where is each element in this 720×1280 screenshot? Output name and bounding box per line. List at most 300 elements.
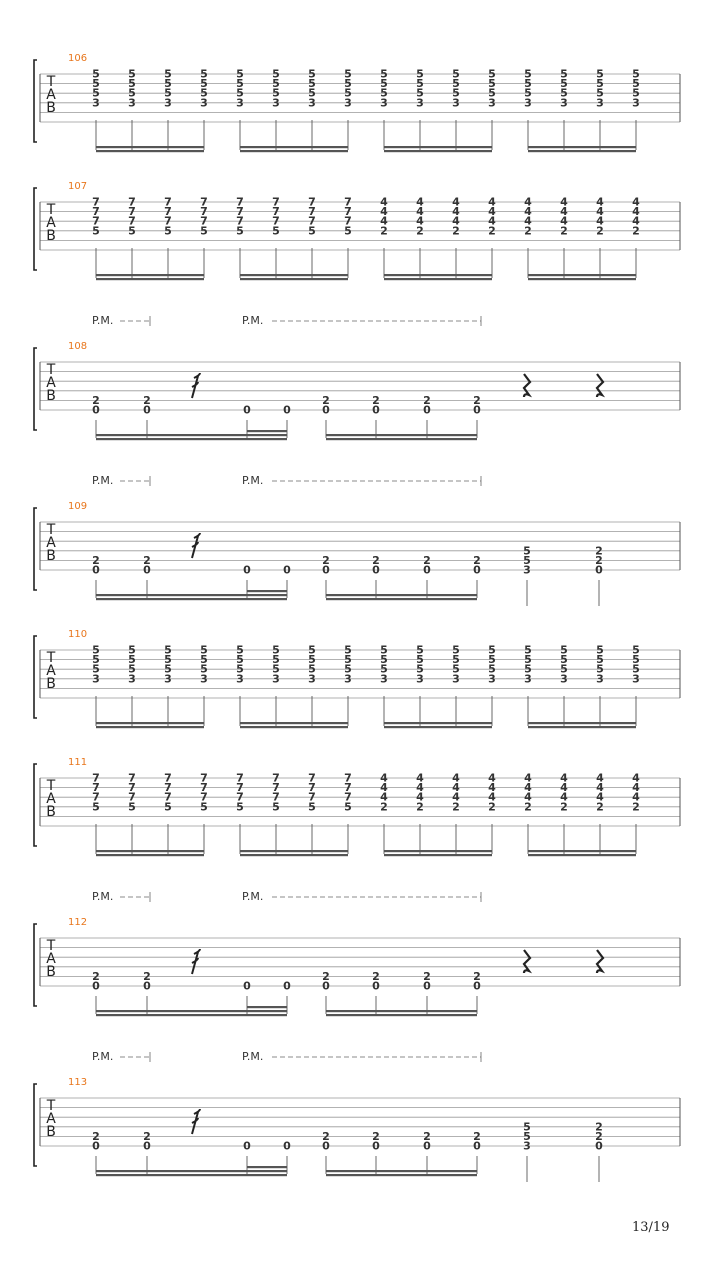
note-beam [240,850,348,852]
fret-number: 0 [243,1139,251,1153]
fret-number: 5 [560,77,568,91]
fret-number: 5 [272,224,280,238]
fret-number: 3 [92,96,100,110]
fret-number: 2 [416,800,424,814]
fret-number: 7 [236,771,244,785]
fret-number: 5 [632,662,640,676]
fret-number: 2 [322,1129,330,1143]
note-beam [96,278,204,280]
fret-number: 4 [416,781,424,795]
fret-number: 5 [236,86,244,100]
fret-number: 2 [596,800,604,814]
fret-number: 5 [128,67,136,81]
fret-number: 4 [488,195,496,209]
fret-number: 5 [488,653,496,667]
fret-number: 5 [416,86,424,100]
note-beam [528,278,636,280]
measure-number: 106 [68,53,88,64]
fret-number: 7 [200,205,208,219]
fret-number: 3 [272,96,280,110]
fret-number: 2 [488,224,496,238]
fret-number: 7 [128,771,136,785]
fret-number: 0 [283,979,291,993]
tab-clef-letter: T [46,1098,56,1114]
tab-clef-letter: B [46,804,56,820]
fret-number: 5 [380,77,388,91]
fret-number: 2 [372,393,380,407]
fret-number: 2 [488,800,496,814]
tab-clef-letter: B [46,228,56,244]
note-beam [247,1166,287,1168]
tab-clef-letter: B [46,1124,56,1140]
fret-number: 4 [452,195,460,209]
fret-number: 7 [128,790,136,804]
fret-number: 0 [595,1139,603,1153]
fret-number: 4 [560,205,568,219]
fret-number: 5 [128,77,136,91]
measure-number: 109 [68,501,88,512]
fret-number: 5 [128,653,136,667]
note-beam [96,150,204,152]
fret-number: 5 [452,86,460,100]
fret-number: 5 [488,86,496,100]
fret-number: 5 [308,224,316,238]
fret-number: 4 [524,790,532,804]
fret-number: 7 [236,214,244,228]
fret-number: 7 [272,214,280,228]
fret-number: 3 [488,96,496,110]
fret-number: 3 [380,96,388,110]
fret-number: 4 [596,771,604,785]
fret-number: 0 [322,1139,330,1153]
tab-clef-letter: B [46,388,56,404]
note-beam [96,850,204,852]
fret-number: 2 [416,224,424,238]
tab-clef-letter: B [46,964,56,980]
tab-clef-letter: T [46,938,56,954]
fret-number: 7 [200,790,208,804]
fret-number: 5 [380,86,388,100]
fret-number: 7 [92,781,100,795]
fret-number: 2 [423,1129,431,1143]
fret-number: 5 [92,800,100,814]
fret-number: 2 [423,553,431,567]
fret-number: 5 [632,643,640,657]
palm-mute-label: P.M. [242,314,264,327]
fret-number: 5 [344,86,352,100]
fret-number: 2 [524,224,532,238]
palm-mute-label: P.M. [242,474,264,487]
fret-number: 4 [524,205,532,219]
fret-number: 5 [308,67,316,81]
sixteenth-rest-symbol [192,373,200,398]
fret-number: 4 [452,205,460,219]
fret-number: 0 [473,403,481,417]
fret-number: 5 [92,643,100,657]
fret-number: 5 [560,662,568,676]
fret-number: 5 [128,224,136,238]
note-beam [528,274,636,276]
fret-number: 7 [92,195,100,209]
fret-number: 5 [236,67,244,81]
fret-number: 0 [322,563,330,577]
fret-number: 4 [596,205,604,219]
tab-clef-letter: T [46,202,56,218]
fret-number: 0 [372,979,380,993]
note-beam [528,726,636,728]
quarter-rest-symbol [597,950,603,973]
fret-number: 4 [416,214,424,228]
palm-mute-label: P.M. [92,1050,114,1063]
fret-number: 5 [488,643,496,657]
note-beam [240,150,348,152]
fret-number: 5 [380,67,388,81]
fret-number: 2 [92,1129,100,1143]
note-beam [326,438,477,440]
fret-number: 5 [200,77,208,91]
fret-number: 5 [308,662,316,676]
fret-number: 5 [92,67,100,81]
fret-number: 2 [595,1129,603,1143]
fret-number: 4 [632,214,640,228]
tab-clef-letter: B [46,676,56,692]
fret-number: 4 [416,205,424,219]
note-beam [528,150,636,152]
fret-number: 5 [416,643,424,657]
fret-number: 3 [344,672,352,686]
fret-number: 0 [423,1139,431,1153]
fret-number: 5 [416,653,424,667]
fret-number: 7 [344,790,352,804]
fret-number: 0 [372,1139,380,1153]
fret-number: 5 [524,67,532,81]
fret-number: 5 [128,662,136,676]
fret-number: 5 [632,67,640,81]
fret-number: 7 [164,195,172,209]
fret-number: 5 [308,86,316,100]
fret-number: 3 [596,672,604,686]
note-beam [96,1010,287,1012]
fret-number: 3 [200,96,208,110]
measure-number: 112 [68,917,88,928]
fret-number: 5 [632,653,640,667]
note-beam [96,146,204,148]
fret-number: 0 [283,1139,291,1153]
quarter-rest-symbol [524,374,530,397]
fret-number: 5 [344,77,352,91]
fret-number: 2 [596,224,604,238]
fret-number: 4 [560,214,568,228]
note-beam [247,430,287,432]
fret-number: 4 [488,214,496,228]
fret-number: 5 [524,662,532,676]
fret-number: 0 [143,979,151,993]
fret-number: 5 [236,800,244,814]
fret-number: 3 [380,672,388,686]
fret-number: 7 [236,195,244,209]
fret-number: 5 [200,67,208,81]
fret-number: 5 [272,800,280,814]
fret-number: 5 [560,643,568,657]
fret-number: 4 [524,781,532,795]
fret-number: 0 [243,979,251,993]
staff-bracket [34,764,37,846]
fret-number: 0 [423,403,431,417]
palm-mute-label: P.M. [242,1050,264,1063]
note-beam [96,1014,287,1016]
fret-number: 3 [416,96,424,110]
tab-clef-letter: A [46,215,56,231]
fret-number: 5 [308,77,316,91]
fret-number: 0 [143,563,151,577]
fret-number: 5 [452,77,460,91]
sixteenth-rest-symbol [192,1109,200,1134]
fret-number: 5 [272,662,280,676]
note-beam [247,1006,287,1008]
tab-clef-letter: A [46,535,56,551]
note-beam [247,590,287,592]
note-beam [96,274,204,276]
fret-number: 7 [92,205,100,219]
note-beam [384,278,492,280]
note-beam [240,722,348,724]
fret-number: 4 [560,771,568,785]
fret-number: 2 [423,393,431,407]
fret-number: 5 [92,224,100,238]
tab-clef-letter: A [46,375,56,391]
fret-number: 4 [380,790,388,804]
fret-number: 4 [596,790,604,804]
tab-clef-letter: A [46,951,56,967]
page-number: 13/19 [632,1220,670,1235]
staff-bracket [34,60,37,142]
fret-number: 5 [416,662,424,676]
fret-number: 5 [308,643,316,657]
fret-number: 3 [632,672,640,686]
fret-number: 5 [236,224,244,238]
fret-number: 0 [92,563,100,577]
fret-number: 4 [380,781,388,795]
fret-number: 4 [560,195,568,209]
fret-number: 3 [164,672,172,686]
fret-number: 0 [92,403,100,417]
fret-number: 4 [488,790,496,804]
tab-clef-letter: A [46,791,56,807]
fret-number: 0 [143,403,151,417]
note-beam [96,726,204,728]
fret-number: 7 [200,771,208,785]
note-beam [384,150,492,152]
fret-number: 7 [200,195,208,209]
fret-number: 4 [632,790,640,804]
fret-number: 7 [308,205,316,219]
note-beam [384,854,492,856]
note-beam [96,1174,287,1176]
staff-bracket [34,1084,37,1166]
note-beam [240,854,348,856]
fret-number: 7 [344,214,352,228]
fret-number: 4 [632,781,640,795]
staff-bracket [34,508,37,590]
sixteenth-rest-symbol [192,949,200,974]
fret-number: 2 [143,1129,151,1143]
fret-number: 2 [92,969,100,983]
fret-number: 4 [452,790,460,804]
quarter-rest-symbol [524,950,530,973]
fret-number: 5 [128,643,136,657]
note-beam [96,1170,287,1172]
fret-number: 7 [308,195,316,209]
fret-number: 7 [128,205,136,219]
fret-number: 7 [128,195,136,209]
fret-number: 0 [595,563,603,577]
fret-number: 5 [452,653,460,667]
fret-number: 5 [560,67,568,81]
fret-number: 2 [322,393,330,407]
fret-number: 4 [380,214,388,228]
fret-number: 2 [322,553,330,567]
fret-number: 3 [488,672,496,686]
fret-number: 5 [380,662,388,676]
fret-number: 7 [308,790,316,804]
fret-number: 3 [416,672,424,686]
fret-number: 2 [452,800,460,814]
fret-number: 3 [560,96,568,110]
fret-number: 4 [416,790,424,804]
fret-number: 4 [632,771,640,785]
fret-number: 5 [344,662,352,676]
fret-number: 2 [322,969,330,983]
note-beam [384,722,492,724]
staff-bracket [34,348,37,430]
fret-number: 4 [524,214,532,228]
note-beam [240,726,348,728]
staff-bracket [34,636,37,718]
fret-number: 5 [523,553,531,567]
fret-number: 3 [596,96,604,110]
fret-number: 2 [595,544,603,558]
fret-number: 7 [164,214,172,228]
fret-number: 5 [452,67,460,81]
fret-number: 5 [128,86,136,100]
fret-number: 0 [92,979,100,993]
fret-number: 5 [524,77,532,91]
fret-number: 5 [596,77,604,91]
fret-number: 2 [143,969,151,983]
tab-clef-letter: T [46,778,56,794]
fret-number: 7 [308,214,316,228]
fret-number: 5 [380,643,388,657]
fret-number: 4 [632,205,640,219]
palm-mute-label: P.M. [242,890,264,903]
fret-number: 4 [524,771,532,785]
note-beam [528,854,636,856]
fret-number: 4 [380,771,388,785]
fret-number: 5 [200,653,208,667]
fret-number: 5 [488,662,496,676]
fret-number: 7 [308,781,316,795]
fret-number: 0 [243,563,251,577]
note-beam [384,850,492,852]
fret-number: 0 [423,979,431,993]
note-beam [240,146,348,148]
fret-number: 2 [372,553,380,567]
fret-number: 4 [452,781,460,795]
fret-number: 5 [272,653,280,667]
fret-number: 5 [308,653,316,667]
fret-number: 0 [243,403,251,417]
note-beam [326,1014,477,1016]
fret-number: 4 [488,205,496,219]
fret-number: 4 [560,790,568,804]
fret-number: 5 [596,643,604,657]
note-beam [384,726,492,728]
fret-number: 7 [344,771,352,785]
fret-number: 0 [372,563,380,577]
fret-number: 7 [164,205,172,219]
fret-number: 3 [560,672,568,686]
fret-number: 5 [200,643,208,657]
fret-number: 5 [523,1129,531,1143]
fret-number: 2 [143,553,151,567]
fret-number: 5 [164,653,172,667]
fret-number: 0 [322,979,330,993]
staff-bracket [34,188,37,270]
fret-number: 5 [236,662,244,676]
note-beam [96,434,287,436]
fret-number: 2 [380,800,388,814]
fret-number: 7 [164,781,172,795]
note-beam [326,594,477,596]
fret-number: 3 [92,672,100,686]
fret-number: 5 [596,86,604,100]
tab-clef-letter: T [46,522,56,538]
fret-number: 5 [523,544,531,558]
fret-number: 5 [236,643,244,657]
fret-number: 3 [523,1139,531,1153]
fret-number: 2 [452,224,460,238]
fret-number: 2 [92,393,100,407]
sixteenth-rest-symbol [192,533,200,558]
fret-number: 7 [236,205,244,219]
measure-number: 107 [68,181,88,192]
fret-number: 3 [164,96,172,110]
fret-number: 5 [272,643,280,657]
fret-number: 3 [452,672,460,686]
note-beam [384,146,492,148]
fret-number: 5 [128,800,136,814]
fret-number: 5 [452,662,460,676]
fret-number: 5 [272,77,280,91]
fret-number: 5 [452,643,460,657]
fret-number: 5 [164,224,172,238]
fret-number: 4 [524,195,532,209]
note-beam [96,594,287,596]
note-beam [384,274,492,276]
staff-bracket [34,924,37,1006]
fret-number: 3 [308,672,316,686]
fret-number: 5 [164,643,172,657]
fret-number: 7 [92,790,100,804]
quarter-rest-symbol [597,374,603,397]
fret-number: 2 [595,553,603,567]
fret-number: 4 [452,771,460,785]
fret-number: 7 [236,781,244,795]
fret-number: 5 [524,643,532,657]
fret-number: 5 [164,77,172,91]
note-beam [96,438,287,440]
fret-number: 7 [128,781,136,795]
